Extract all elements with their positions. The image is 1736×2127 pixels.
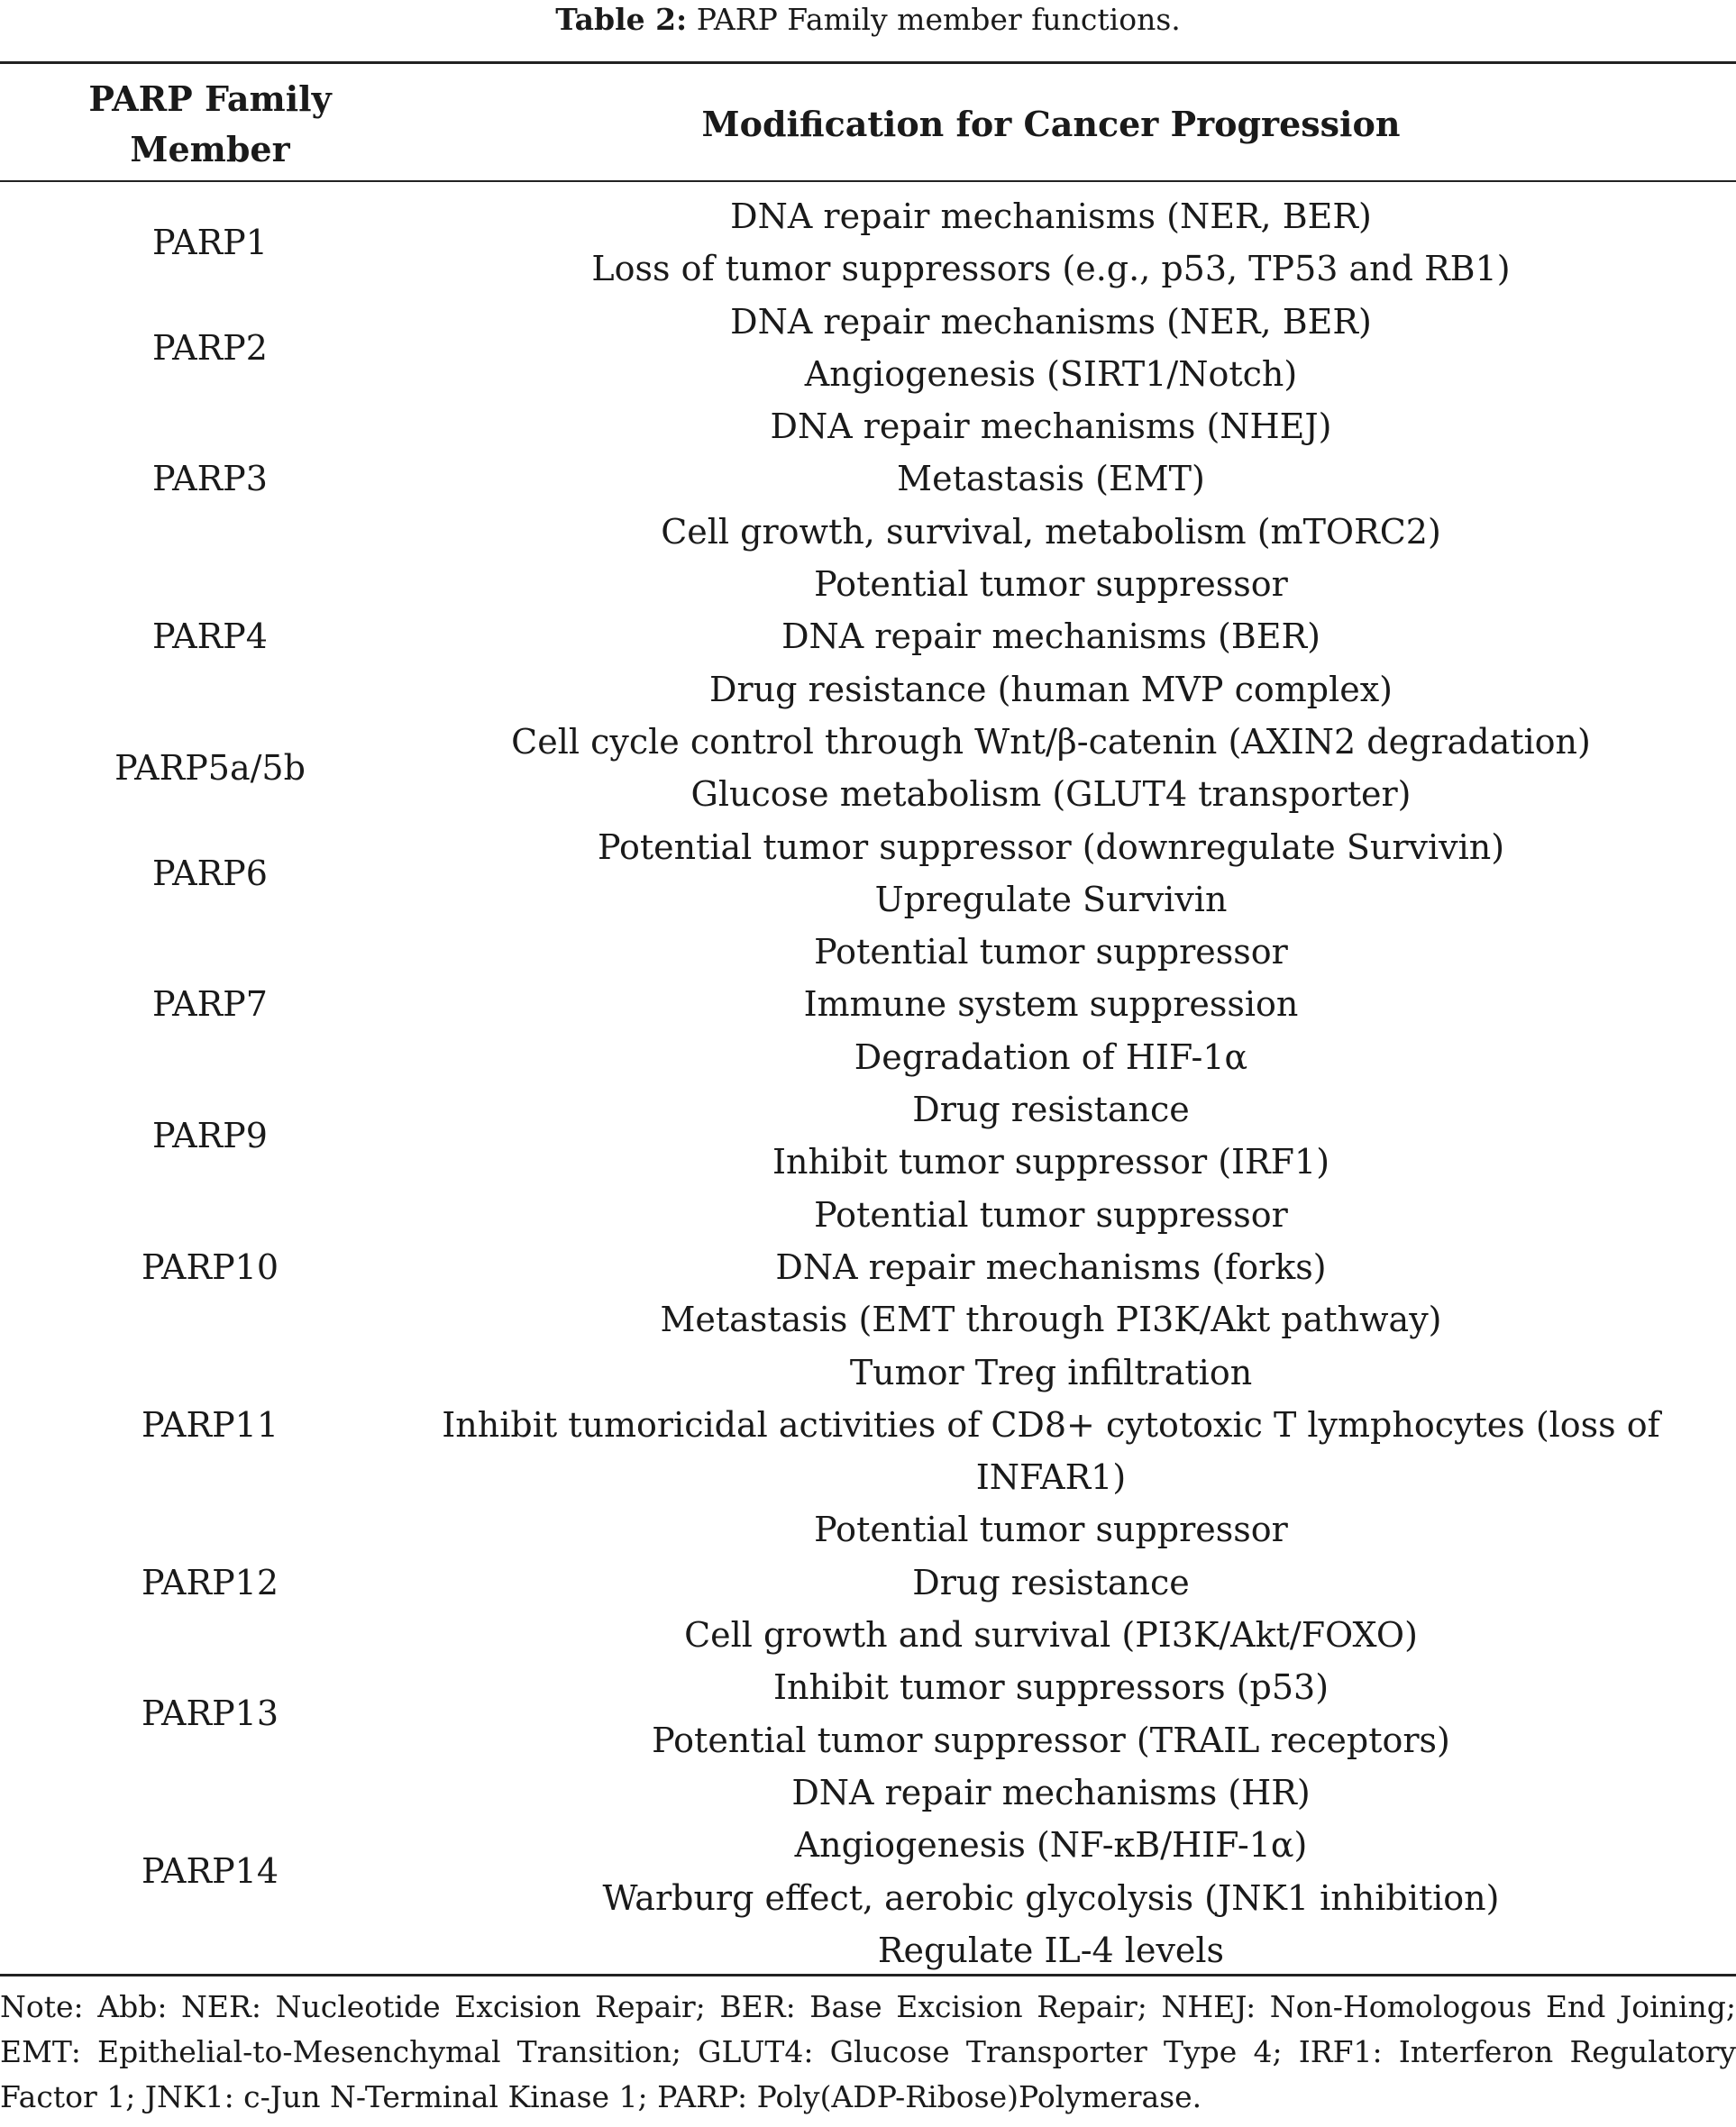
modification-cell (420, 1766, 1682, 1976)
table-row (0, 716, 1736, 821)
top-rule (0, 61, 1736, 64)
modification-cell (420, 1661, 1682, 1766)
header-modification: Modification for Cancer Progression (701, 104, 1401, 144)
member-cell: PARP9 (152, 1116, 268, 1156)
member-cell: PARP4 (152, 616, 268, 657)
table-note: Note: Abb: NER: Nucleotide Excision Repair; BER: Base Excision Repair; NHEJ: Non-Homologous End Joining; EMT: Epithelial-to-Mesenchymal Transition; GLUT4: Glucose Transporter Type 4; IRF1: Interferon Regulatory Factor 1; JNK1: c-Jun N-Terminal Kinase 1; PARP: Poly(ADP-Ribose)Polymerase. (0, 1989, 1736, 2114)
member-cell: PARP2 (152, 327, 268, 368)
modification-line: DNA repair mechanisms (NER, BER) (730, 301, 1372, 342)
modification-line: Angiogenesis (NF-κB/HIF-1α) (794, 1825, 1308, 1866)
modification-line: Metastasis (EMT) (897, 459, 1205, 499)
modification-line: Degradation of HIF-1α (854, 1036, 1248, 1077)
modification-line: INFAR1) (975, 1457, 1127, 1498)
member-cell: PARP7 (152, 984, 268, 1025)
modification-line: Immune system suppression (803, 984, 1299, 1025)
modification-line: Inhibit tumor suppressors (p53) (772, 1667, 1329, 1708)
table-row (0, 1503, 1736, 1661)
modification-line: Metastasis (EMT through PI3K/Akt pathway) (660, 1300, 1442, 1340)
table-caption (0, 2, 1736, 38)
modification-line: Drug resistance (912, 1090, 1190, 1130)
modification-line: Potential tumor suppressor (814, 1510, 1288, 1550)
table-row (0, 1189, 1736, 1346)
modification-line: Potential tumor suppressor (downregulate Survivin) (597, 826, 1505, 867)
modification-line: Inhibit tumoricidal activities of CD8+ cytotoxic T lymphocytes (loss of (442, 1404, 1660, 1445)
table-row (0, 190, 1736, 296)
header-rule (0, 180, 1736, 182)
modification-cell (420, 716, 1682, 821)
modification-cell (420, 190, 1682, 296)
modification-line: Drug resistance (912, 1562, 1190, 1602)
table-row (0, 1661, 1736, 1766)
modification-cell (420, 296, 1682, 401)
member-cell: PARP11 (141, 1404, 279, 1445)
table-row (0, 558, 1736, 716)
modification-line: Potential tumor suppressor (TRAIL receptors) (652, 1720, 1450, 1760)
member-cell: PARP5a/5b (114, 748, 306, 789)
modification-cell (420, 400, 1682, 558)
modification-line: Tumor Treg infiltration (849, 1352, 1253, 1392)
modification-line: DNA repair mechanisms (forks) (775, 1246, 1327, 1287)
modification-line: Regulate IL-4 levels (877, 1930, 1225, 1970)
modification-line: Cell growth and survival (PI3K/Akt/FOXO) (684, 1615, 1418, 1656)
member-cell: PARP3 (152, 459, 268, 499)
modification-cell (420, 558, 1682, 716)
member-cell: PARP13 (141, 1693, 279, 1734)
modification-line: Glucose metabolism (GLUT4 transporter) (690, 774, 1412, 815)
modification-cell (420, 926, 1682, 1083)
modification-line: Angiogenesis (SIRT1/Notch) (804, 353, 1298, 394)
caption-text: PARP Family member functions. (696, 2, 1181, 37)
modification-line: Potential tumor suppressor (814, 564, 1288, 605)
table-row (0, 821, 1736, 927)
modification-line: DNA repair mechanisms (HR) (791, 1772, 1311, 1812)
modification-cell (420, 1083, 1682, 1189)
member-cell: PARP12 (141, 1562, 279, 1602)
header-member (0, 74, 420, 175)
modification-line: Warburg effect, aerobic glycolysis (JNK1 inhibition) (602, 1877, 1500, 1918)
modification-line: Inhibit tumor suppressor (IRF1) (772, 1142, 1330, 1182)
modification-line: Potential tumor suppressor (814, 1194, 1288, 1235)
modification-cell (420, 1189, 1682, 1346)
table-row (0, 400, 1736, 558)
modification-line: Upregulate Survivin (874, 879, 1228, 919)
member-cell: PARP1 (152, 223, 268, 263)
modification-line: DNA repair mechanisms (NHEJ) (770, 406, 1332, 447)
table-row (0, 296, 1736, 401)
member-cell: PARP14 (141, 1851, 279, 1892)
bottom-rule (0, 1974, 1736, 1976)
header-member-line2: Member (130, 129, 290, 169)
member-cell: PARP6 (152, 853, 268, 893)
modification-line: Drug resistance (human MVP complex) (709, 669, 1393, 709)
modification-line: Cell growth, survival, metabolism (mTORC2) (661, 511, 1441, 552)
table-row (0, 1346, 1736, 1504)
modification-cell (420, 821, 1682, 927)
header-member-line1: PARP Family (88, 78, 332, 119)
modification-cell (420, 1346, 1682, 1504)
modification-line: DNA repair mechanisms (BER) (781, 616, 1320, 657)
table-row (0, 1083, 1736, 1189)
modification-line: Loss of tumor suppressors (e.g., p53, TP53 and RB1) (591, 249, 1511, 289)
modification-line: Potential tumor suppressor (814, 932, 1288, 972)
table-body (0, 190, 1736, 1976)
table-row (0, 926, 1736, 1083)
member-cell: PARP10 (141, 1246, 279, 1287)
modification-cell (420, 1503, 1682, 1661)
modification-line: DNA repair mechanisms (NER, BER) (730, 196, 1372, 236)
modification-line: Cell cycle control through Wnt/β-catenin (AXIN2 degradation) (511, 721, 1591, 762)
caption-label: Table 2: (555, 2, 688, 37)
table-row (0, 1766, 1736, 1976)
